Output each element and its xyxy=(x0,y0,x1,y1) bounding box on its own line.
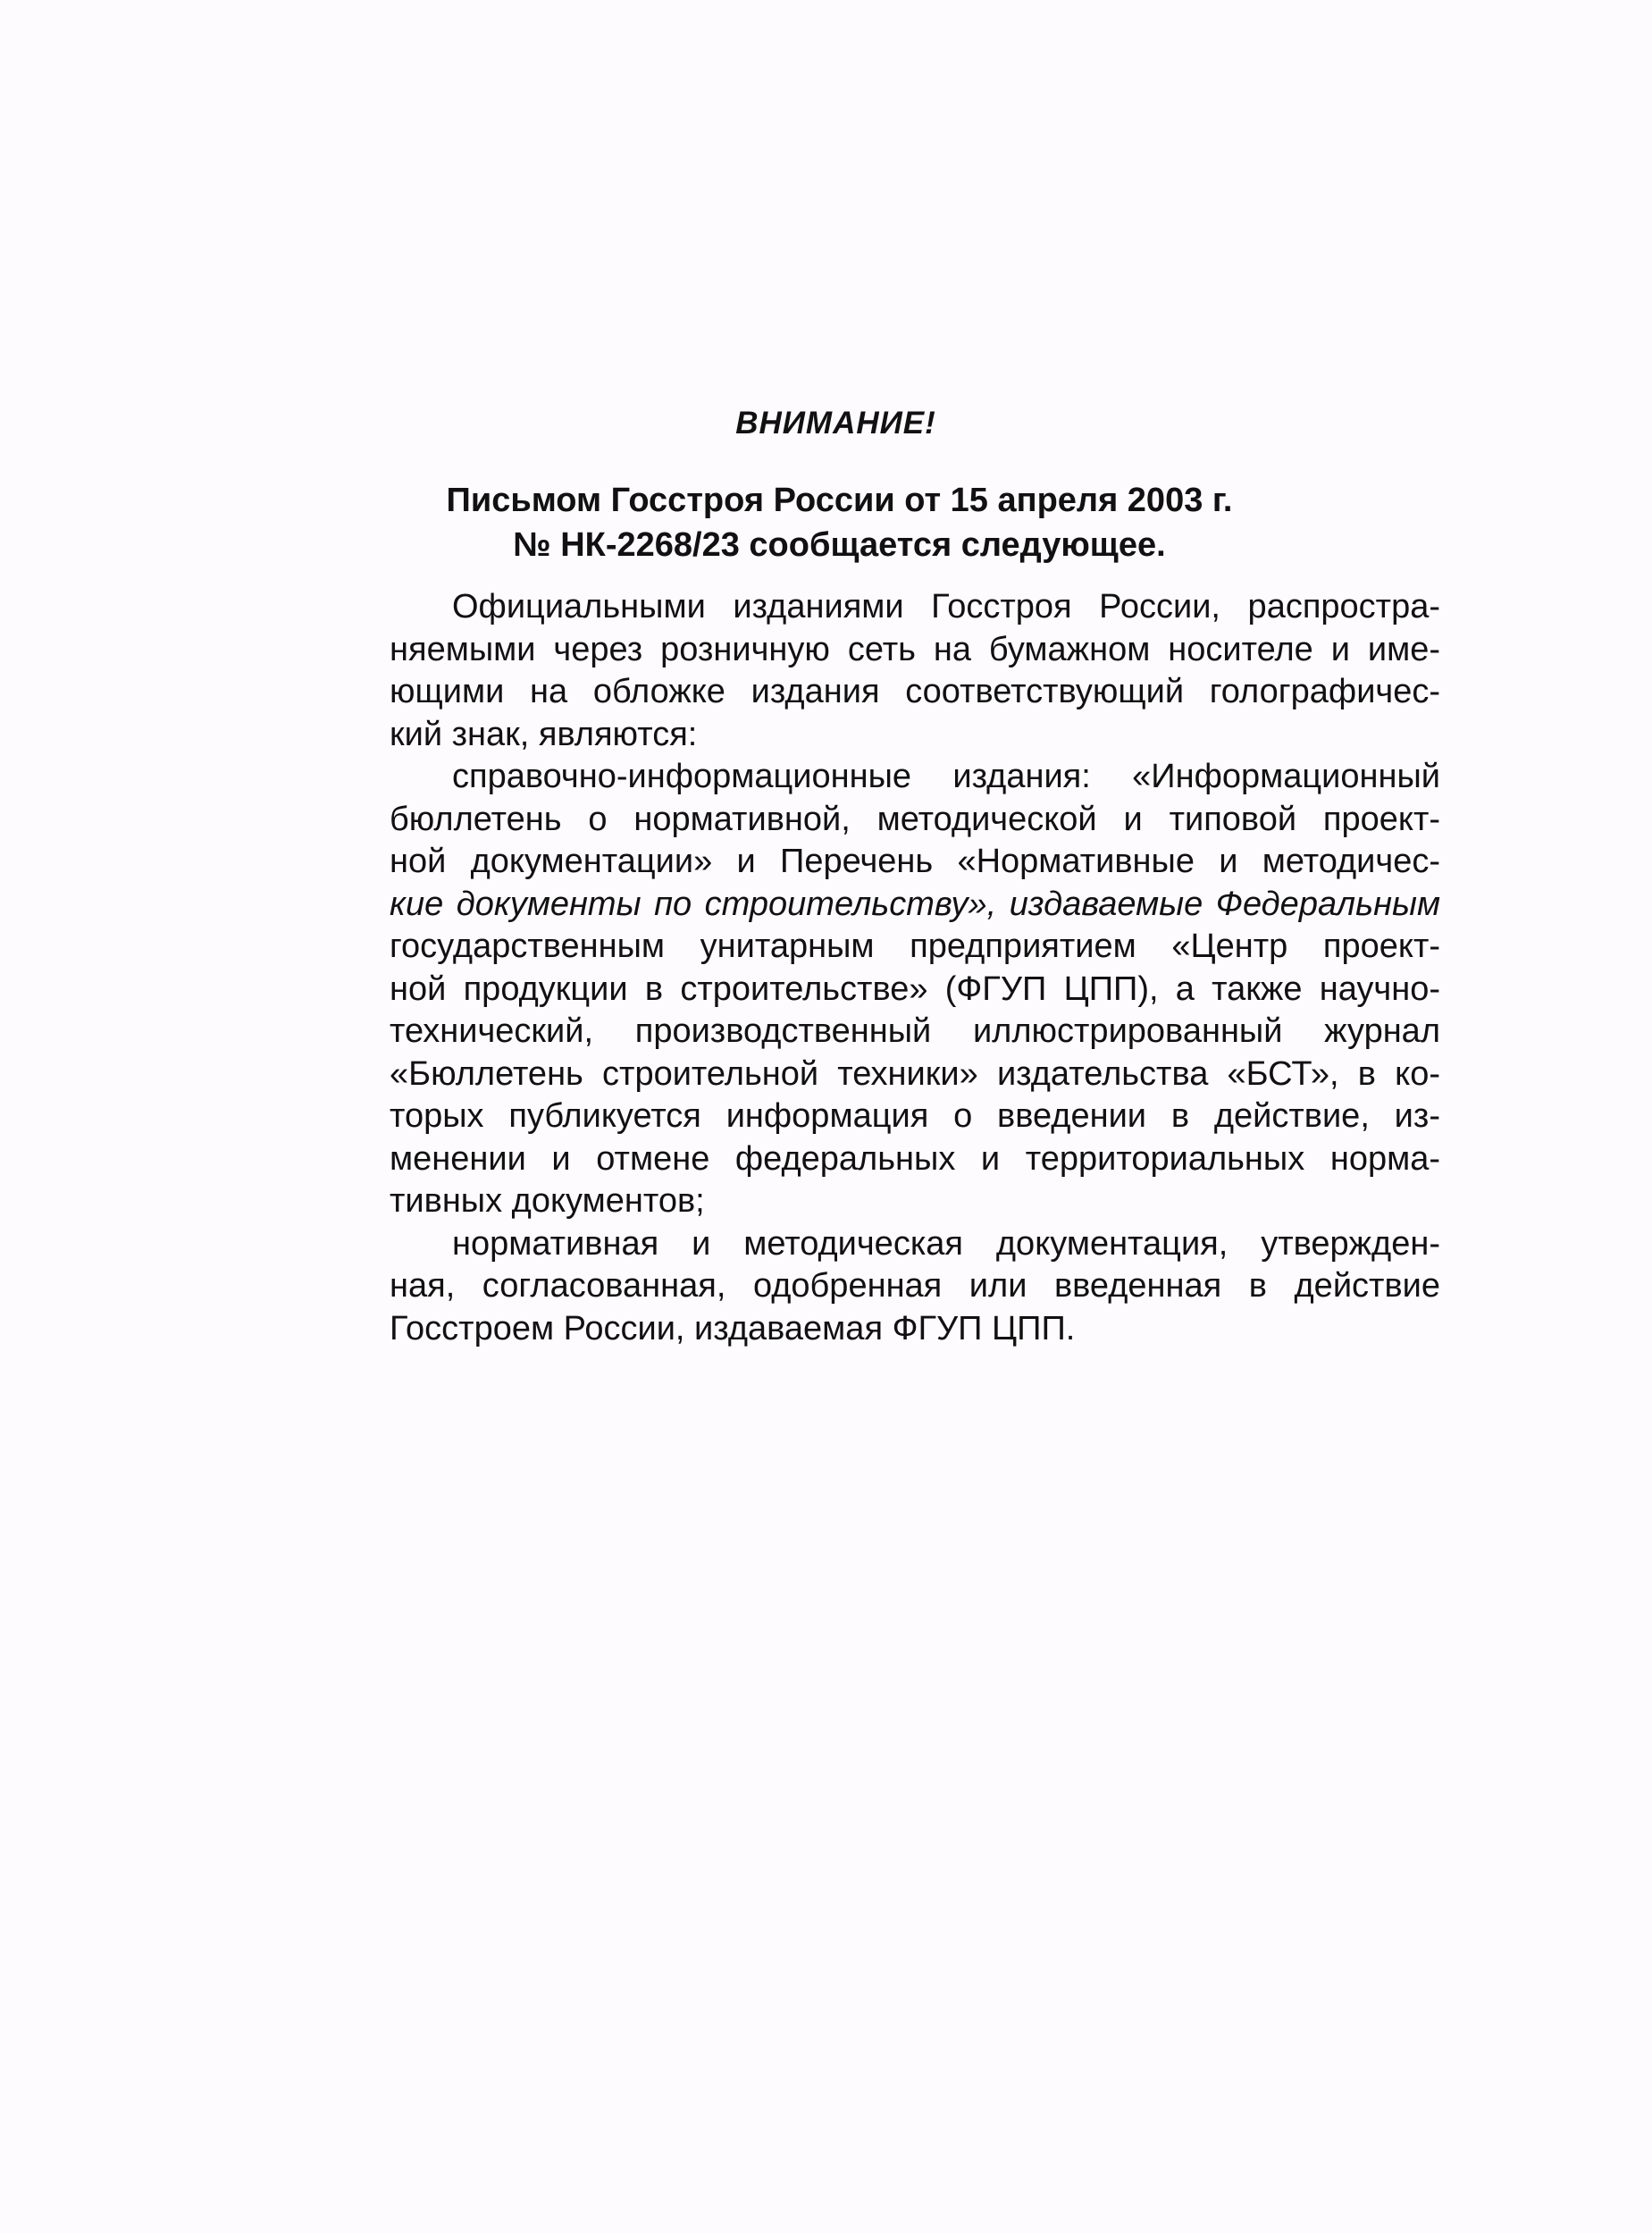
letter-heading xyxy=(0,478,1652,567)
text-line: менении и отмене федеральных и территориальных норма- xyxy=(390,1139,1440,1178)
text-line: няемыми через розничную сеть на бумажном носителе и име- xyxy=(390,630,1440,668)
text-line: справочно-информационные издания: «Информационный xyxy=(452,758,1440,795)
text-line: технический, производственный иллюстрированный журнал xyxy=(390,1012,1440,1050)
text-line: нормативная и методическая документация, утвержден- xyxy=(452,1224,1440,1263)
notice-heading: ВНИМАНИЕ! xyxy=(735,406,936,441)
letter-body xyxy=(390,586,1440,1350)
text-line: Госстроем России, издаваемая ФГУП ЦПП. xyxy=(390,1309,1076,1347)
letter-heading-line-1: Письмом Госстроя России от 15 апреля 2003 г. xyxy=(446,482,1233,519)
letter-heading-line-2: № НК-2268/23 сообщается следующее. xyxy=(513,526,1166,564)
text-line: ющими на обложке издания соответствующий голографичес- xyxy=(390,673,1440,710)
text-line: ной документации» и Перечень «Нормативные и методичес- xyxy=(390,843,1440,880)
italic-fragment: кие документы по строительству» xyxy=(390,885,987,923)
text-line: ной продукции в строительстве» (ФГУП ЦПП), а также научно- xyxy=(390,970,1440,1008)
paragraph-official-editions xyxy=(390,586,1440,756)
text-line: тивных документов; xyxy=(390,1182,705,1220)
text-line: бюллетень о нормативной, методической и типовой проект- xyxy=(390,800,1440,838)
paragraph-normative-documentation xyxy=(390,1223,1440,1351)
text-line: «Бюллетень строительной техники» издательства «БСТ», в ко- xyxy=(390,1054,1440,1093)
text-line: ная, согласованная, одобренная или введенная в действие xyxy=(390,1267,1440,1305)
text-line: Официальными изданиями Госстроя России, распростра- xyxy=(452,588,1440,625)
text-line: кий знак, являются: xyxy=(390,715,698,753)
text-line: государственным унитарным предприятием «Центр проект- xyxy=(390,928,1440,965)
text-line xyxy=(390,884,1440,927)
paragraph-reference-editions xyxy=(390,756,1440,1223)
italic-fragment: , издаваемые Федеральным xyxy=(986,885,1440,923)
text-line: торых публикуется информация о введении в действие, из- xyxy=(390,1097,1440,1135)
